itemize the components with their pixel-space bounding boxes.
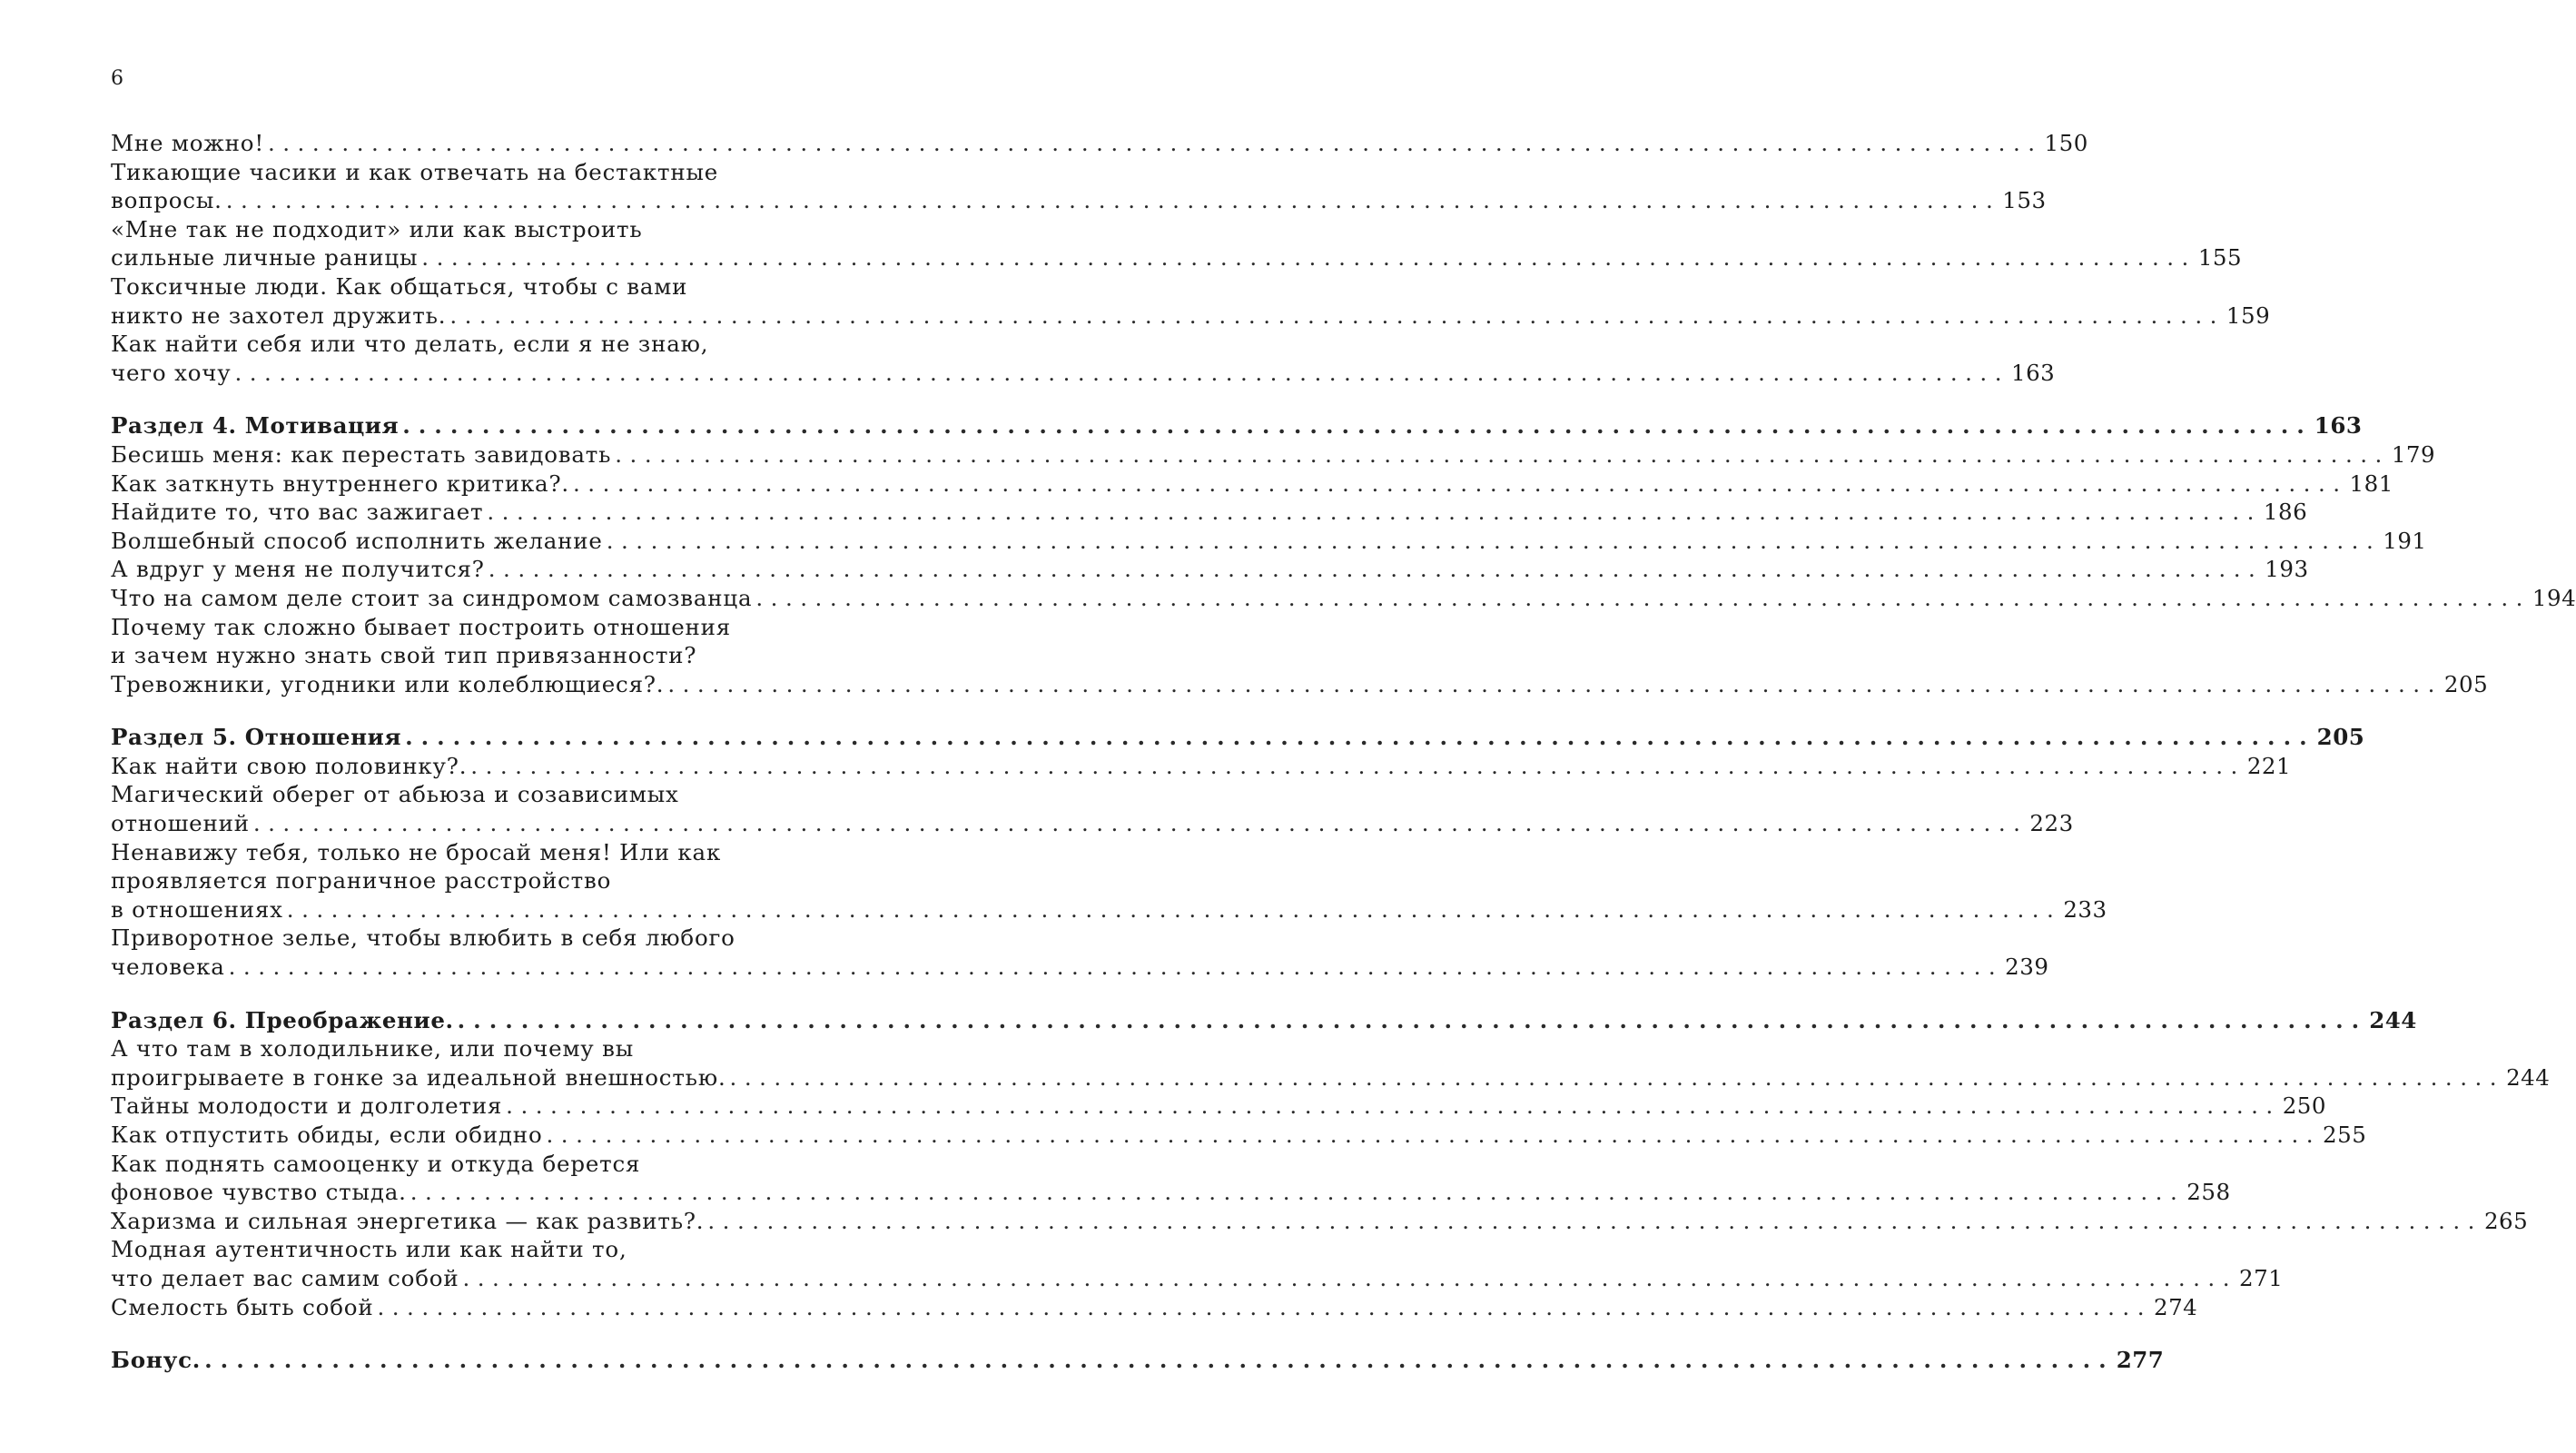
leader-dots: ........................................................................................................................ xyxy=(402,412,2313,440)
toc-entry-text: Токсичные люди. Как общаться, чтобы с вами xyxy=(111,272,688,300)
toc-entry-page: 265 xyxy=(2483,1207,2529,1234)
toc-entry-page: 239 xyxy=(2005,954,2049,981)
toc-entry-text: и зачем нужно знать свой тип привязанности? xyxy=(111,642,697,669)
toc-entry-page: 205 xyxy=(2443,670,2489,697)
toc-entry[interactable] xyxy=(111,584,2576,613)
toc-entry-page: 181 xyxy=(2349,470,2393,497)
toc-entry-page: 221 xyxy=(2246,752,2292,779)
toc-entry-text: Ненавижу тебя, только не бросай меня! Или как xyxy=(111,838,722,865)
toc-entry[interactable] xyxy=(111,498,2308,527)
toc-entry-text: чего хочу xyxy=(111,359,232,386)
toc-entry-page: 271 xyxy=(2239,1264,2284,1291)
leader-dots: ........................................................................................................................ xyxy=(267,130,2043,156)
leader-dots: ........................................................................................................................ xyxy=(755,584,2531,611)
toc-entry[interactable] xyxy=(111,158,2047,215)
leader-dots: ........................................................................................................................ xyxy=(457,1006,2368,1033)
section-heading-6[interactable] xyxy=(111,1006,2417,1035)
toc-entry-text: человека xyxy=(111,954,225,981)
leader-dots: ........................................................................................................................ xyxy=(606,527,2382,554)
toc-entry-text: Смелость быть собой xyxy=(111,1293,374,1320)
toc-entry[interactable] xyxy=(111,1092,2326,1121)
toc-entry-page: 258 xyxy=(2186,1179,2231,1206)
toc-entry-text: фоновое чувство стыда. xyxy=(111,1179,407,1206)
toc-entry-text: проигрываете в гонке за идеальной внешностью. xyxy=(111,1063,726,1091)
leader-dots: ........................................................................................................................ xyxy=(225,187,2001,214)
toc-entry-text: проявляется пограничное расстройство xyxy=(111,867,612,895)
toc-entry-text: Модная аутентичность или как найти то, xyxy=(111,1236,627,1263)
toc-entry-page: 150 xyxy=(2044,130,2088,156)
leader-dots: ........................................................................................................................ xyxy=(573,470,2348,497)
toc-entry[interactable] xyxy=(111,330,2056,387)
toc-entry-text: Как отпустить обиды, если обидно xyxy=(111,1122,543,1148)
toc-entry-text: А что там в холодильнике, или почему вы xyxy=(111,1035,635,1063)
toc-entry-text: Тревожники, угодники или колеблющиеся?. xyxy=(111,670,665,697)
leader-dots: ........................................................................................................................ xyxy=(667,670,2443,697)
toc-entry-text: Как найти свою половинку?. xyxy=(111,752,468,779)
toc-entry-page: 255 xyxy=(2323,1122,2367,1148)
page-number: 6 xyxy=(111,67,123,90)
leader-dots: ........................................................................................................................ xyxy=(228,954,2004,981)
toc-entry[interactable] xyxy=(111,440,2436,470)
toc-entry[interactable] xyxy=(111,1034,2551,1092)
toc-entry-page: 159 xyxy=(2226,301,2271,329)
toc-entry-text: Приворотное зелье, чтобы влюбить в себя любого xyxy=(111,924,735,952)
toc-entry[interactable] xyxy=(111,924,2049,981)
toc-entry[interactable] xyxy=(111,215,2243,272)
leader-dots: ........................................................................................................................ xyxy=(234,359,2009,386)
leader-dots: ........................................................................................................................ xyxy=(421,244,2196,272)
toc-entry-text: Тайны молодости и долголетия xyxy=(111,1092,503,1120)
toc-entry-text: что делает вас самим собой xyxy=(111,1264,459,1291)
toc-entry[interactable] xyxy=(111,613,2489,699)
toc-entry[interactable] xyxy=(111,1293,2198,1322)
bonus-heading[interactable] xyxy=(111,1346,2165,1375)
toc-entry-page: 223 xyxy=(2029,810,2074,837)
toc-entry[interactable] xyxy=(111,129,2088,158)
section-title: Раздел 5. Отношения xyxy=(111,724,402,751)
toc-entry-text: отношений xyxy=(111,810,250,837)
toc-entry-text: Найдите то, что вас зажигает xyxy=(111,499,484,526)
toc-entry-text: вопросы. xyxy=(111,187,222,214)
leader-dots: ........................................................................................................................ xyxy=(729,1063,2505,1091)
section-page: 205 xyxy=(2316,724,2365,751)
leader-dots: ........................................................................................................................ xyxy=(488,556,2264,583)
toc-entry-text: Как поднять самооценку и откуда берется xyxy=(111,1150,641,1177)
toc-entry[interactable] xyxy=(111,752,2292,781)
toc-entry-text: А вдруг у меня не получится? xyxy=(111,556,485,583)
toc-entry-text: Как найти себя или что делать, если я не знаю, xyxy=(111,331,709,358)
leader-dots: ........................................................................................................................ xyxy=(470,752,2245,779)
table-of-contents xyxy=(111,129,2576,1375)
toc-group-top xyxy=(111,129,2271,387)
toc-entry-text: Что на самом деле стоит за синдромом самозванца xyxy=(111,584,753,611)
toc-entry[interactable] xyxy=(111,1150,2231,1207)
leader-dots: ........................................................................................................................ xyxy=(286,895,2062,923)
section-title: Раздел 6. Преображение. xyxy=(111,1006,454,1033)
leader-dots: ........................................................................................................................ xyxy=(506,1092,2281,1120)
toc-entry-page: 153 xyxy=(2002,187,2047,214)
leader-dots: ........................................................................................................................ xyxy=(449,301,2225,329)
toc-entry-text: Тикающие часики и как отвечать на бестактные xyxy=(111,158,719,185)
toc-entry-page: 274 xyxy=(2154,1293,2198,1320)
toc-entry-page: 244 xyxy=(2506,1063,2551,1091)
bonus-page: 277 xyxy=(2116,1347,2165,1374)
toc-entry[interactable] xyxy=(111,555,2309,584)
section-heading-5[interactable] xyxy=(111,723,2365,752)
toc-group-section-4 xyxy=(111,440,2576,698)
toc-entry-page: 191 xyxy=(2383,527,2427,554)
toc-entry-text: в отношениях xyxy=(111,895,283,923)
leader-dots: ........................................................................................................................ xyxy=(405,724,2315,751)
leader-dots: ........................................................................................................................ xyxy=(707,1207,2482,1234)
toc-entry[interactable] xyxy=(111,1235,2284,1292)
toc-entry[interactable] xyxy=(111,780,2074,837)
toc-entry-text: сильные личные раницы xyxy=(111,244,419,272)
section-title: Раздел 4. Мотивация xyxy=(111,412,400,440)
toc-entry[interactable] xyxy=(111,838,2107,924)
toc-entry-text: Почему так сложно бывает построить отношения xyxy=(111,613,732,640)
leader-dots: ........................................................................................................................ xyxy=(462,1264,2238,1291)
toc-entry[interactable] xyxy=(111,470,2393,499)
toc-entry-page: 179 xyxy=(2391,440,2436,468)
leader-dots: ........................................................................................................................ xyxy=(410,1179,2186,1206)
toc-entry-text: Магический оберег от абьюза и созависимых xyxy=(111,781,679,808)
toc-entry-page: 155 xyxy=(2197,244,2243,272)
toc-entry-page: 193 xyxy=(2265,556,2309,583)
toc-entry[interactable] xyxy=(111,1207,2529,1236)
toc-entry-text: «Мне так не подходит» или как выстроить xyxy=(111,215,643,242)
toc-entry-page: 186 xyxy=(2263,499,2308,526)
leader-dots: ........................................................................................................................ xyxy=(487,499,2262,526)
toc-entry-text: Бесишь меня: как перестать завидовать xyxy=(111,440,612,468)
toc-entry-page: 233 xyxy=(2063,895,2107,923)
toc-entry-page: 194 xyxy=(2532,584,2576,611)
toc-entry[interactable] xyxy=(111,272,2271,330)
toc-entry-text: никто не захотел дружить. xyxy=(111,301,447,329)
toc-entry-text: Волшебный способ исполнить желание xyxy=(111,527,603,554)
toc-entry-page: 163 xyxy=(2011,359,2056,386)
bonus-title: Бонус. xyxy=(111,1347,202,1374)
toc-entry-text: Как заткнуть внутреннего критика?. xyxy=(111,470,569,497)
section-heading-4[interactable] xyxy=(111,411,2363,440)
leader-dots: ........................................................................................................................ xyxy=(615,440,2390,468)
toc-entry[interactable] xyxy=(111,527,2427,556)
toc-entry-text: Харизма и сильная энергетика — как развить?. xyxy=(111,1207,705,1234)
section-page: 163 xyxy=(2314,412,2363,440)
toc-group-section-5 xyxy=(111,752,2292,982)
section-page: 244 xyxy=(2369,1006,2417,1033)
leader-dots: ........................................................................................................................ xyxy=(377,1293,2152,1320)
leader-dots: ........................................................................................................................ xyxy=(252,810,2028,837)
leader-dots: ........................................................................................................................ xyxy=(546,1122,2322,1148)
toc-entry-text: Мне можно! xyxy=(111,130,264,156)
toc-group-section-6 xyxy=(111,1034,2551,1321)
toc-entry-page: 250 xyxy=(2282,1092,2326,1120)
toc-entry[interactable] xyxy=(111,1121,2367,1150)
leader-dots: ........................................................................................................................ xyxy=(204,1347,2115,1374)
